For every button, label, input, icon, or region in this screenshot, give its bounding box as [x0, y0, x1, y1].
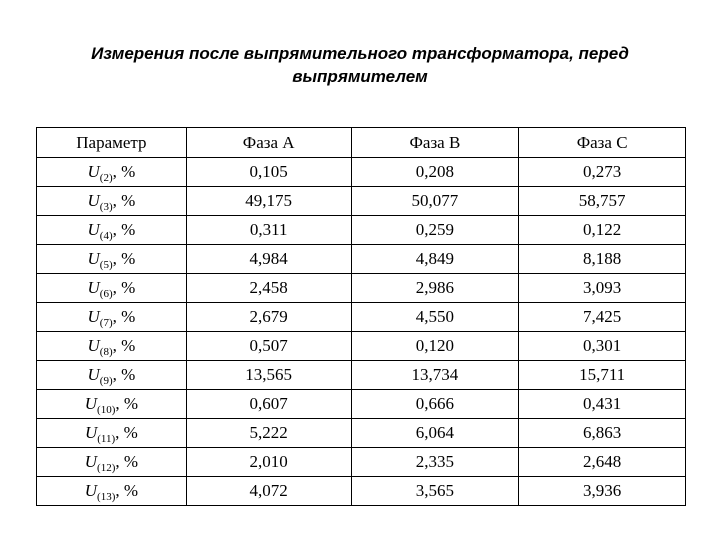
- phase-b-value: 2,986: [351, 274, 519, 303]
- parameter-unit: , %: [112, 191, 136, 210]
- harmonic-order: (6): [99, 288, 113, 300]
- parameter-unit: , %: [115, 394, 139, 413]
- parameter-symbol: U: [84, 481, 98, 500]
- table-row: [37, 158, 686, 187]
- title-line-1: Измерения после выпрямительного трансформатора, перед: [91, 44, 629, 63]
- table-row: [37, 448, 686, 477]
- table-row: [37, 245, 686, 274]
- parameter-symbol: U: [87, 365, 100, 384]
- phase-a-value: 0,105: [186, 158, 351, 187]
- parameter-unit: , %: [115, 481, 139, 500]
- parameter-symbol: U: [84, 423, 98, 442]
- parameter-cell: [37, 187, 187, 216]
- phase-a-value: 2,679: [186, 303, 351, 332]
- phase-b-value: 4,849: [351, 245, 519, 274]
- header-phase-b: Фаза В: [351, 128, 519, 158]
- parameter-cell: [37, 448, 187, 477]
- harmonic-order: (9): [99, 375, 113, 387]
- table-row: [37, 477, 686, 506]
- parameter-cell: [37, 477, 187, 506]
- parameter-unit: , %: [112, 220, 136, 239]
- phase-b-value: 4,550: [351, 303, 519, 332]
- phase-c-value: 0,431: [519, 390, 686, 419]
- phase-c-value: 8,188: [519, 245, 686, 274]
- harmonic-order: (13): [97, 491, 116, 503]
- harmonic-order: (2): [99, 172, 113, 184]
- parameter-unit: , %: [112, 162, 136, 181]
- table-row: [37, 274, 686, 303]
- parameter-symbol: U: [87, 220, 100, 239]
- parameter-unit: , %: [115, 423, 138, 442]
- parameter-cell: [37, 158, 187, 187]
- page-title: [20, 42, 700, 88]
- parameter-cell: [37, 303, 187, 332]
- harmonic-order: (5): [99, 259, 113, 271]
- header-phase-c: Фаза С: [519, 128, 686, 158]
- phase-a-value: 13,565: [186, 361, 351, 390]
- harmonic-order: (7): [99, 317, 113, 329]
- phase-c-value: 0,273: [519, 158, 686, 187]
- phase-a-value: 49,175: [186, 187, 351, 216]
- parameter-cell: [37, 274, 187, 303]
- measurements-table: [36, 127, 686, 506]
- phase-b-value: 50,077: [351, 187, 519, 216]
- parameter-symbol: U: [87, 336, 100, 355]
- phase-b-value: 13,734: [351, 361, 519, 390]
- parameter-symbol: U: [87, 191, 100, 210]
- parameter-symbol: U: [87, 307, 100, 326]
- table-row: [37, 390, 686, 419]
- phase-a-value: 5,222: [186, 419, 351, 448]
- phase-c-value: 7,425: [519, 303, 686, 332]
- phase-c-value: 6,863: [519, 419, 686, 448]
- parameter-symbol: U: [87, 278, 100, 297]
- parameter-cell: [37, 216, 187, 245]
- harmonic-order: (11): [97, 433, 116, 445]
- phase-c-value: 0,301: [519, 332, 686, 361]
- phase-b-value: 0,666: [351, 390, 519, 419]
- parameter-cell: [37, 419, 187, 448]
- parameter-cell: [37, 245, 187, 274]
- table-row: [37, 187, 686, 216]
- phase-c-value: 15,711: [519, 361, 686, 390]
- harmonic-order: (4): [99, 230, 113, 242]
- phase-a-value: 2,010: [186, 448, 351, 477]
- harmonic-order: (8): [99, 346, 113, 358]
- parameter-symbol: U: [87, 162, 100, 181]
- phase-b-value: 0,120: [351, 332, 519, 361]
- parameter-symbol: U: [87, 249, 100, 268]
- harmonic-order: (12): [97, 462, 116, 474]
- harmonic-order: (3): [99, 201, 113, 213]
- phase-a-value: 2,458: [186, 274, 351, 303]
- table-row: [37, 361, 686, 390]
- parameter-unit: , %: [115, 452, 139, 471]
- phase-b-value: 2,335: [351, 448, 519, 477]
- parameter-symbol: U: [84, 394, 98, 413]
- phase-b-value: 0,208: [351, 158, 519, 187]
- phase-a-value: 0,607: [186, 390, 351, 419]
- table-row: [37, 419, 686, 448]
- phase-c-value: 0,122: [519, 216, 686, 245]
- parameter-cell: [37, 390, 187, 419]
- parameter-cell: [37, 361, 187, 390]
- phase-c-value: 3,093: [519, 274, 686, 303]
- phase-b-value: 3,565: [351, 477, 519, 506]
- phase-c-value: 3,936: [519, 477, 686, 506]
- header-phase-a: Фаза А: [186, 128, 351, 158]
- phase-a-value: 4,072: [186, 477, 351, 506]
- phase-a-value: 0,507: [186, 332, 351, 361]
- title-line-2: выпрямителем: [292, 67, 428, 86]
- header-parameter: Параметр: [37, 128, 187, 158]
- parameter-unit: , %: [112, 336, 136, 355]
- phase-a-value: 4,984: [186, 245, 351, 274]
- table-header-row: [37, 128, 686, 158]
- table-row: [37, 332, 686, 361]
- phase-b-value: 0,259: [351, 216, 519, 245]
- parameter-unit: , %: [112, 278, 136, 297]
- harmonic-order: (10): [97, 404, 116, 416]
- parameter-symbol: U: [84, 452, 98, 471]
- parameter-unit: , %: [112, 365, 136, 384]
- parameter-unit: , %: [112, 307, 136, 326]
- table-row: [37, 303, 686, 332]
- table-row: [37, 216, 686, 245]
- parameter-unit: , %: [112, 249, 136, 268]
- phase-c-value: 58,757: [519, 187, 686, 216]
- phase-c-value: 2,648: [519, 448, 686, 477]
- phase-a-value: 0,311: [186, 216, 351, 245]
- parameter-cell: [37, 332, 187, 361]
- phase-b-value: 6,064: [351, 419, 519, 448]
